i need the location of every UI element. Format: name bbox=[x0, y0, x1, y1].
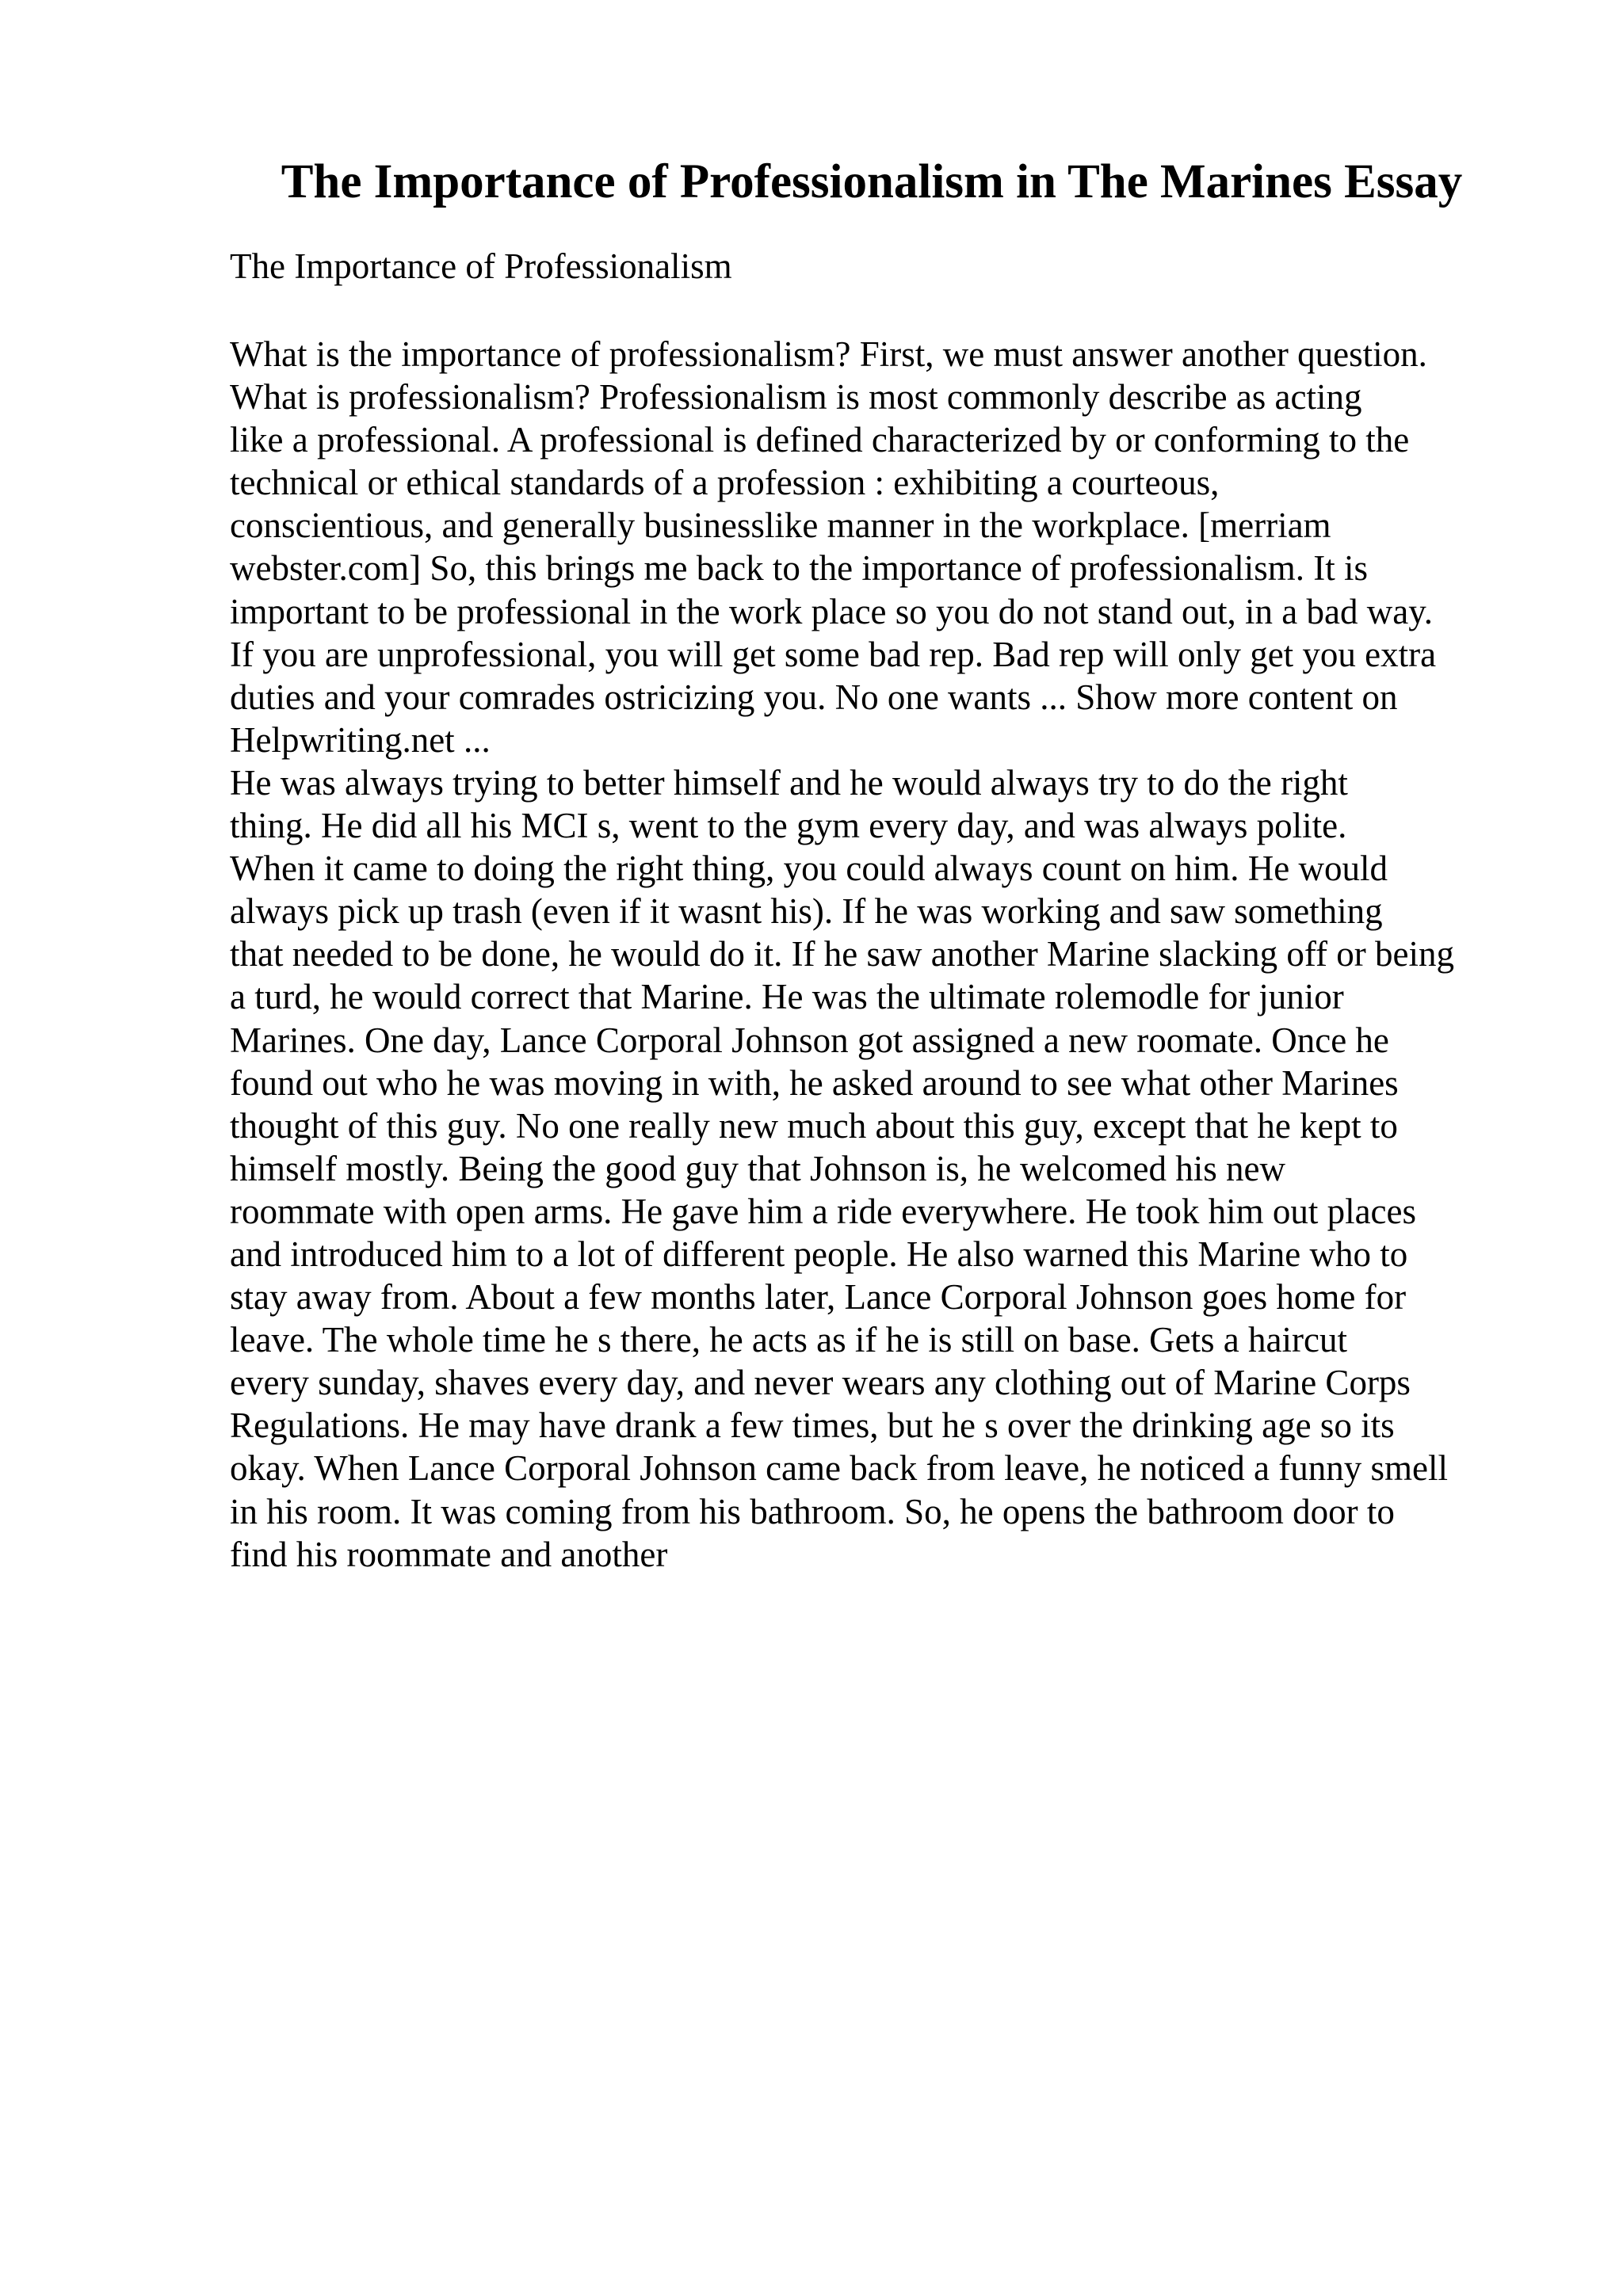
document-title: The Importance of Professionalism in The Marines Essay bbox=[281, 155, 1463, 208]
document-body bbox=[230, 333, 1514, 1576]
body-text-line: important to be professional in the work place so you do not stand out, in a bad way. bbox=[230, 591, 1434, 631]
body-text-line: stay away from. About a few months later, Lance Corporal Johnson goes home for bbox=[230, 1277, 1407, 1318]
body-text-line: What is the importance of professionalism? First, we must answer another question. bbox=[230, 334, 1427, 374]
body-text-line: When it came to doing the right thing, you could always count on him. He would bbox=[230, 849, 1388, 889]
body-text-line: a turd, he would correct that Marine. He was the ultimate rolemodle for junior bbox=[230, 977, 1344, 1017]
body-text-line: If you are unprofessional, you will get some bad rep. Bad rep will only get you extra bbox=[230, 634, 1437, 674]
body-text-line: He was always trying to better himself and he would always try to do the right bbox=[230, 762, 1348, 803]
body-text-line: roommate with open arms. He gave him a ride everywhere. He took him out places bbox=[230, 1191, 1417, 1231]
body-text-line: Helpwriting.net ... bbox=[230, 719, 491, 760]
body-text-line: duties and your comrades ostricizing you. No one wants ... Show more content on bbox=[230, 677, 1398, 717]
body-text-line: that needed to be done, he would do it. If he saw another Marine slacking off or being bbox=[230, 934, 1454, 974]
body-text-line: What is professionalism? Professionalism is most commonly describe as acting bbox=[230, 377, 1362, 418]
body-text-line: found out who he was moving in with, he asked around to see what other Marines bbox=[230, 1062, 1399, 1103]
body-text-line: conscientious, and generally businesslike manner in the workplace. [merriam bbox=[230, 505, 1331, 546]
body-text-line: webster.com] So, this brings me back to the importance of professionalism. It is bbox=[230, 548, 1368, 589]
body-text-line: Marines. One day, Lance Corporal Johnson got assigned a new roomate. Once he bbox=[230, 1020, 1389, 1060]
body-text-line: find his roommate and another bbox=[230, 1534, 668, 1574]
body-text-line: and introduced him to a lot of different people. He also warned this Marine who to bbox=[230, 1234, 1408, 1274]
body-text-line: thought of this guy. No one really new much about this guy, except that he kept to bbox=[230, 1105, 1398, 1146]
body-text-line: in his room. It was coming from his bathroom. So, he opens the bathroom door to bbox=[230, 1491, 1395, 1531]
body-text-line: every sunday, shaves every day, and never wears any clothing out of Marine Corps bbox=[230, 1363, 1411, 1403]
body-text-line: always pick up trash (even if it wasnt his). If he was working and saw something bbox=[230, 891, 1383, 932]
body-text-line: okay. When Lance Corporal Johnson came back from leave, he noticed a funny smell bbox=[230, 1448, 1448, 1489]
body-text-line: technical or ethical standards of a profession : exhibiting a courteous, bbox=[230, 463, 1220, 503]
body-text-line: leave. The whole time he s there, he acts as if he is still on base. Gets a haircut bbox=[230, 1320, 1347, 1360]
body-text-line: like a professional. A professional is defined characterized by or conforming to the bbox=[230, 420, 1410, 460]
body-text-line: thing. He did all his MCI s, went to the gym every day, and was always polite. bbox=[230, 806, 1347, 846]
body-text-line: himself mostly. Being the good guy that Johnson is, he welcomed his new bbox=[230, 1148, 1285, 1188]
document-subtitle: The Importance of Professionalism bbox=[230, 246, 732, 286]
body-text-line: Regulations. He may have drank a few times, but he s over the drinking age so its bbox=[230, 1405, 1395, 1446]
